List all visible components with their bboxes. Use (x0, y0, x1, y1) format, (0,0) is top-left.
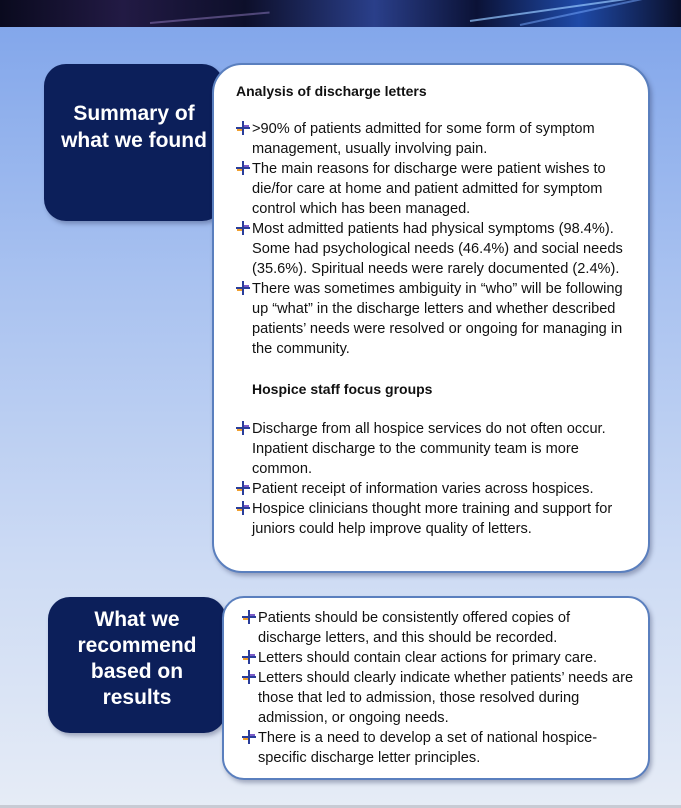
bullet-text: The main reasons for discharge were patient wishes to die/for care at home and patient admitted for symptom control which has been managed. (252, 161, 606, 217)
section-heading-focus-groups: Hospice staff focus groups (252, 381, 433, 397)
section-heading-discharge-letters: Analysis of discharge letters (236, 83, 427, 99)
recommend-content-box (222, 596, 650, 780)
summary-label (44, 64, 224, 221)
bullet-item (242, 648, 634, 668)
bullet-item (236, 279, 628, 359)
bullet-text: Discharge from all hospice services do not often occur. Inpatient discharge to the community team is more common. (252, 421, 606, 477)
cross-bullet-icon (242, 610, 256, 624)
cross-bullet-icon (242, 670, 256, 684)
cross-bullet-icon (236, 121, 250, 135)
recommend-label-text: What we recommend based on results (77, 608, 197, 709)
discharge-letters-findings-list (236, 119, 628, 359)
bullet-item (236, 119, 628, 159)
bullet-item (236, 499, 628, 539)
cross-bullet-icon (236, 161, 250, 175)
cross-bullet-icon (236, 281, 250, 295)
bullet-item (236, 159, 628, 219)
bullet-text: Hospice clinicians thought more training and support for juniors could help improve quality of letters. (252, 501, 613, 537)
bullet-item (236, 479, 628, 499)
recommend-label (48, 597, 226, 733)
bullet-item (242, 608, 634, 648)
cross-bullet-icon (236, 221, 250, 235)
bullet-text: There was sometimes ambiguity in “who” will be following up “what” in the discharge letters and whether described patients’ needs were resolved or ongoing for managing in the community. (252, 281, 623, 357)
cross-bullet-icon (236, 421, 250, 435)
summary-label-text: Summary of what we found (61, 102, 207, 152)
bullet-text: Patients should be consistently offered copies of discharge letters, and this should be recorded. (258, 610, 571, 646)
bullet-text: Letters should contain clear actions for primary care. (258, 650, 598, 666)
bullet-item (236, 219, 628, 279)
cross-bullet-icon (236, 481, 250, 495)
bullet-item (242, 728, 634, 768)
summary-content-box (212, 63, 650, 573)
recommendations-list (242, 608, 634, 768)
cross-bullet-icon (236, 501, 250, 515)
bullet-text: There is a need to develop a set of national hospice-specific discharge letter principles. (258, 730, 598, 766)
bullet-item (242, 668, 634, 728)
bullet-text: Most admitted patients had physical symptoms (98.4%). Some had psychological needs (46.4%) and social needs (35.6%). Spiritual needs were rarely documented (2.4%). (252, 221, 623, 277)
decorative-header-banner (0, 0, 681, 27)
bullet-text: Patient receipt of information varies across hospices. (252, 481, 594, 497)
bullet-text: Letters should clearly indicate whether patients’ needs are those that led to admission, those resolved during admission, or ongoing needs. (258, 670, 634, 726)
bullet-item (236, 419, 628, 479)
focus-groups-findings-list (236, 419, 628, 539)
cross-bullet-icon (242, 730, 256, 744)
bullet-text: >90% of patients admitted for some form of symptom management, usually involving pain. (252, 121, 595, 157)
cross-bullet-icon (242, 650, 256, 664)
